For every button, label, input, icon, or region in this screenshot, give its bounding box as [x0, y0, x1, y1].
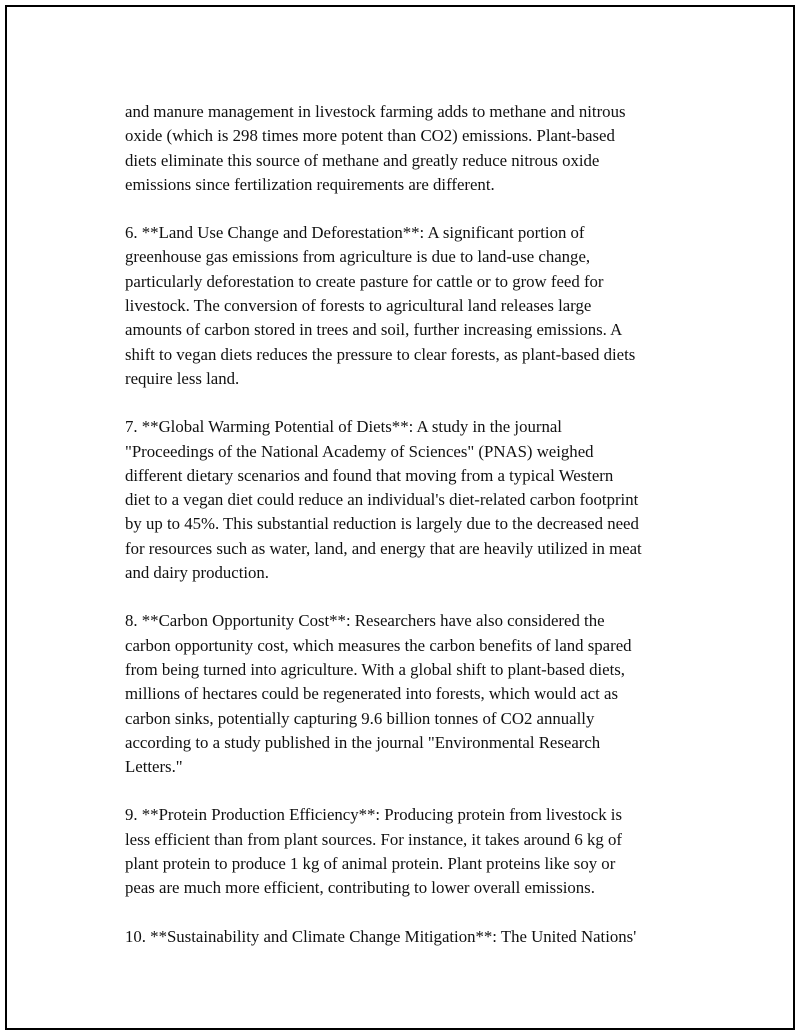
text-line: 6. **Land Use Change and Deforestation**: A significant portion of	[125, 223, 585, 243]
text-line: plant protein to produce 1 kg of animal protein. Plant proteins like soy or	[125, 854, 616, 874]
text-line: 10. **Sustainability and Climate Change Mitigation**: The United Nations'	[125, 926, 637, 946]
text-line: 9. **Protein Production Efficiency**: Producing protein from livestock is	[125, 805, 622, 825]
text-line: emissions since fertilization requirements are different.	[125, 174, 495, 194]
text-line: peas are much more efficient, contributing to lower overall emissions.	[125, 878, 595, 898]
text-line: shift to vegan diets reduces the pressure to clear forests, as plant-based diets	[125, 344, 636, 364]
page-border	[5, 5, 795, 1030]
text-line: livestock. The conversion of forests to agricultural land releases large	[125, 296, 592, 316]
text-line: carbon opportunity cost, which measures the carbon benefits of land spared	[125, 635, 632, 655]
paragraph-global-warming-potential	[125, 415, 700, 585]
paragraph-land-use-change	[125, 221, 700, 391]
text-line: diets eliminate this source of methane and greatly reduce nitrous oxide	[125, 150, 600, 170]
document-body	[125, 100, 700, 973]
text-line: from being turned into agriculture. With a global shift to plant-based diets,	[125, 659, 626, 679]
paragraph-carbon-opportunity-cost	[125, 609, 700, 779]
text-line: different dietary scenarios and found that moving from a typical Western	[125, 465, 614, 485]
text-line: for resources such as water, land, and energy that are heavily utilized in meat	[125, 538, 642, 558]
text-line: millions of hectares could be regenerated into forests, which would act as	[125, 684, 619, 704]
text-line: oxide (which is 298 times more potent than CO2) emissions. Plant-based	[125, 126, 615, 146]
paragraph-protein-efficiency	[125, 803, 700, 900]
text-line: "Proceedings of the National Academy of Sciences" (PNAS) weighed	[125, 441, 594, 461]
text-line: according to a study published in the journal "Environmental Research	[125, 732, 601, 752]
text-line: carbon sinks, potentially capturing 9.6 billion tonnes of CO2 annually	[125, 708, 595, 728]
text-line: Letters."	[125, 757, 183, 777]
text-line: require less land.	[125, 368, 240, 388]
text-line: and dairy production.	[125, 563, 270, 583]
paragraph-sustainability	[125, 925, 700, 949]
text-line: 7. **Global Warming Potential of Diets**: A study in the journal	[125, 417, 562, 437]
text-line: diet to a vegan diet could reduce an individual's diet-related carbon footprint	[125, 490, 639, 510]
paragraph-manure-management	[125, 100, 700, 197]
text-line: greenhouse gas emissions from agriculture is due to land-use change,	[125, 247, 591, 267]
text-line: and manure management in livestock farming adds to methane and nitrous	[125, 102, 626, 121]
text-line: by up to 45%. This substantial reduction is largely due to the decreased need	[125, 514, 639, 534]
text-line: 8. **Carbon Opportunity Cost**: Researchers have also considered the	[125, 611, 605, 631]
text-line: amounts of carbon stored in trees and soil, further increasing emissions. A	[125, 320, 623, 340]
text-line: particularly deforestation to create pasture for cattle or to grow feed for	[125, 271, 604, 291]
text-line: less efficient than from plant sources. For instance, it takes around 6 kg of	[125, 829, 622, 849]
